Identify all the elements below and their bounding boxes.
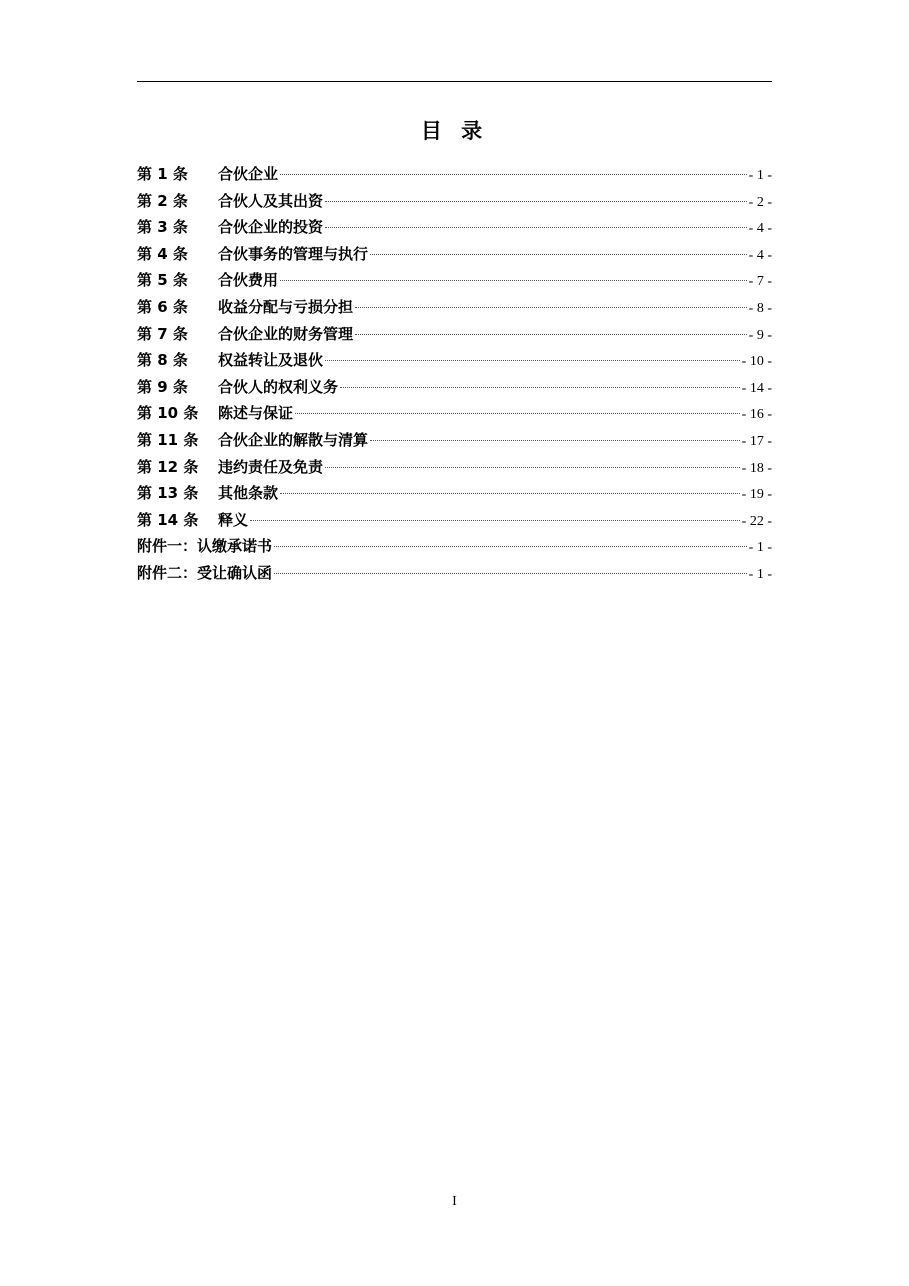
toc-entry-3[interactable] bbox=[137, 214, 772, 241]
toc-entry-page: - 4 - bbox=[748, 247, 772, 263]
toc-entry-11[interactable] bbox=[137, 427, 772, 454]
toc-entry-page: - 10 - bbox=[741, 354, 772, 370]
toc-annex-title: 附件一：认缴承诺书 bbox=[137, 537, 273, 556]
toc-entry-title: 其他条款 bbox=[218, 484, 279, 503]
toc-entry-12[interactable] bbox=[137, 454, 772, 481]
dot-leader bbox=[370, 440, 740, 441]
toc-entry-number: 第 5 条 bbox=[137, 271, 188, 290]
toc-entry-number: 第 12 条 bbox=[137, 457, 199, 476]
dot-leader bbox=[274, 546, 747, 547]
toc-entry-2[interactable] bbox=[137, 188, 772, 215]
toc-entry-number: 第 11 条 bbox=[137, 430, 199, 449]
toc-entry-4[interactable] bbox=[137, 241, 772, 268]
toc-entry-page: - 14 - bbox=[741, 380, 772, 396]
toc-entry-page: - 4 - bbox=[748, 221, 772, 237]
toc-entry-page: - 9 - bbox=[748, 327, 772, 343]
toc-entry-title: 合伙企业的财务管理 bbox=[218, 324, 354, 343]
toc-annex-page: - 1 - bbox=[748, 540, 772, 556]
toc-entry-title: 合伙人的权利义务 bbox=[218, 377, 339, 396]
toc-annex-title: 附件二：受让确认函 bbox=[137, 563, 273, 582]
toc-entry-13[interactable] bbox=[137, 480, 772, 507]
toc-entry-page: - 16 - bbox=[741, 407, 772, 423]
toc-entry-title: 合伙企业的投资 bbox=[218, 218, 324, 237]
dot-leader bbox=[280, 280, 747, 281]
toc-entry-9[interactable] bbox=[137, 374, 772, 401]
dot-leader bbox=[340, 387, 740, 388]
dot-leader bbox=[325, 467, 740, 468]
toc-entry-number: 第 3 条 bbox=[137, 218, 188, 237]
dot-leader bbox=[355, 334, 747, 335]
dot-leader bbox=[250, 520, 740, 521]
toc-entry-page: - 17 - bbox=[741, 433, 772, 449]
toc-entry-5[interactable] bbox=[137, 267, 772, 294]
toc-entry-title: 合伙企业的解散与清算 bbox=[218, 430, 369, 449]
dot-leader bbox=[280, 493, 740, 494]
dot-leader bbox=[355, 307, 747, 308]
toc-entry-number: 第 8 条 bbox=[137, 351, 188, 370]
toc-entry-number: 第 10 条 bbox=[137, 404, 199, 423]
page-number: I bbox=[452, 1194, 457, 1209]
toc-title: 目 录 bbox=[420, 119, 489, 143]
toc-entry-page: - 19 - bbox=[741, 487, 772, 503]
header-rule bbox=[137, 81, 772, 82]
toc-entry-page: - 8 - bbox=[748, 300, 772, 316]
dot-leader bbox=[274, 573, 747, 574]
toc-entry-number: 第 1 条 bbox=[137, 165, 188, 183]
toc-entry-number: 第 4 条 bbox=[137, 244, 188, 263]
toc-annex-1[interactable] bbox=[137, 533, 772, 560]
toc-entry-title: 合伙企业 bbox=[218, 165, 279, 183]
toc-entry-title: 权益转让及退伙 bbox=[218, 351, 324, 370]
toc-entry-7[interactable] bbox=[137, 321, 772, 348]
toc-entry-title: 合伙人及其出资 bbox=[218, 191, 324, 210]
dot-leader bbox=[370, 254, 747, 255]
dot-leader bbox=[295, 413, 740, 414]
toc-annex-page: - 1 - bbox=[748, 566, 772, 582]
dot-leader bbox=[325, 360, 740, 361]
toc-list bbox=[137, 161, 772, 587]
toc-entry-title: 陈述与保证 bbox=[218, 404, 294, 423]
toc-entry-page: - 7 - bbox=[748, 274, 772, 290]
toc-entry-title: 违约责任及免责 bbox=[218, 457, 324, 476]
toc-entry-6[interactable] bbox=[137, 294, 772, 321]
toc-entry-title: 收益分配与亏损分担 bbox=[218, 297, 354, 316]
toc-entry-number: 第 7 条 bbox=[137, 324, 188, 343]
toc-entry-14[interactable] bbox=[137, 507, 772, 534]
toc-entry-title: 合伙费用 bbox=[218, 271, 279, 290]
toc-entry-number: 第 14 条 bbox=[137, 510, 199, 529]
toc-entry-title: 合伙事务的管理与执行 bbox=[218, 244, 369, 263]
toc-entry-title: 释义 bbox=[218, 510, 249, 529]
dot-leader bbox=[325, 201, 747, 202]
toc-entry-number: 第 13 条 bbox=[137, 484, 199, 503]
toc-annex-2[interactable] bbox=[137, 560, 772, 587]
toc-entry-page: - 1 - bbox=[748, 168, 772, 183]
toc-entry-number: 第 6 条 bbox=[137, 297, 188, 316]
toc-entry-page: - 22 - bbox=[741, 513, 772, 529]
toc-entry-10[interactable] bbox=[137, 400, 772, 427]
toc-entry-page: - 2 - bbox=[748, 194, 772, 210]
toc-entry-1[interactable] bbox=[137, 161, 772, 188]
toc-entry-number: 第 2 条 bbox=[137, 191, 188, 210]
dot-leader bbox=[280, 174, 747, 175]
toc-entry-page: - 18 - bbox=[741, 460, 772, 476]
dot-leader bbox=[325, 227, 747, 228]
toc-entry-8[interactable] bbox=[137, 347, 772, 374]
toc-entry-number: 第 9 条 bbox=[137, 377, 188, 396]
